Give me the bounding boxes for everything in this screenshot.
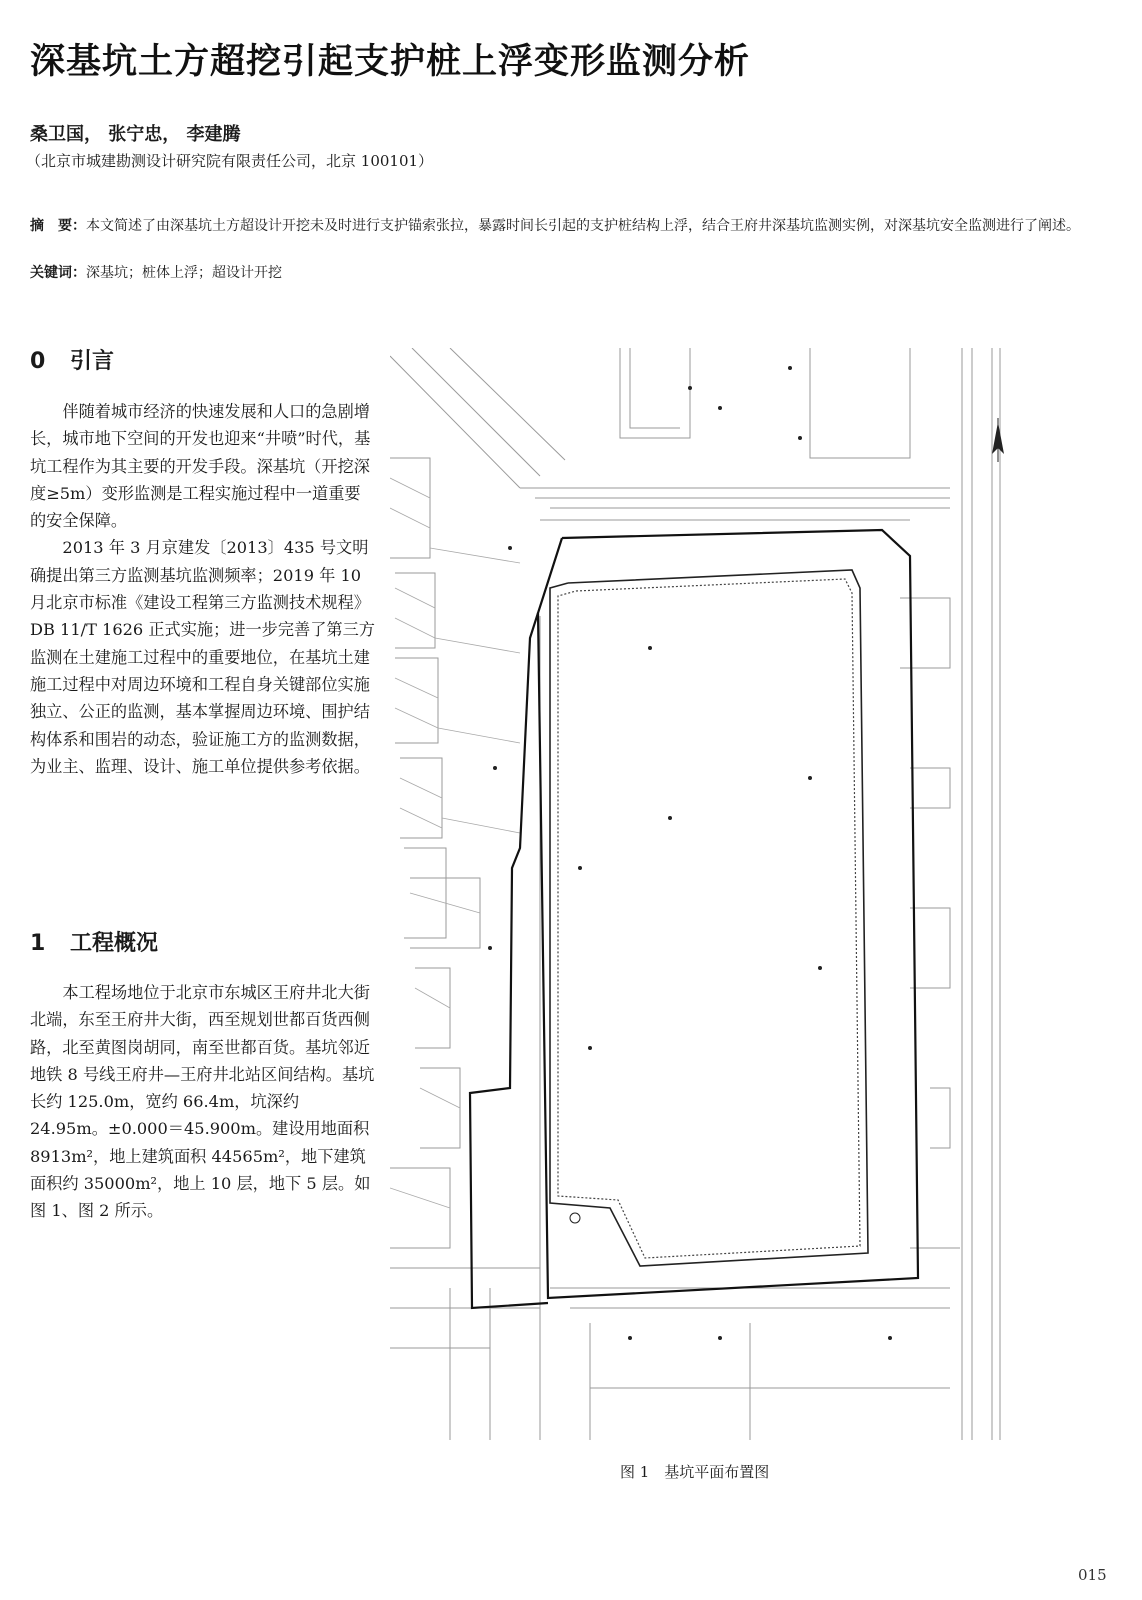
keywords-label: 关键词： (30, 265, 86, 281)
paragraph: 2013 年 3 月京建发〔2013〕435 号文明确提出第三方监测基坑监测频率；2019 年 10 月北京市标准《建设工程第三方监测技术规程》DB 11/T 1626 正式实施；进一步完善了第三方监测在土建施工过程中的重要地位，在基坑土建施工过程中对周边环境和工程自身关键部位实施独立、公正的监测，基本掌握周边环境、围护结构体系和围岩的动态，验证施工方的监测数据，为业主、监理、设计、施工单位提供参考依据。 (30, 538, 375, 776)
abstract-text: 本文简述了由深基坑土方超设计开挖未及时进行支护锚索张拉，暴露时间长引起的支护桩结构上浮，结合王府井深基坑监测实例，对深基坑安全监测进行了阐述。 (86, 218, 1080, 234)
figure-caption: 图 1 基坑平面布置图 (620, 1463, 770, 1481)
section-heading-introduction (30, 344, 114, 375)
keywords (30, 262, 282, 282)
abstract (30, 214, 1090, 238)
abstract-label: 摘 要： (30, 218, 86, 234)
paragraph: 伴随着城市经济的快速发展和人口的急剧增长，城市地下空间的开发也迎来“井喷”时代，基坑工程作为其主要的开发手段。深基坑（开挖深度≥5m）变形监测是工程实施过程中一道重要的安全保障。 (30, 402, 371, 531)
paragraph: 本工程场地位于北京市东城区王府井北大街北端，东至王府井大街，西至规划世都百货西侧路，北至黄图岗胡同，南至世都百货。基坑邻近地铁 8 号线王府井—王府井北站区间结构。基坑长约 125.0m，宽约 66.4m，坑深约 24.95m。±0.000＝45.900m。建设用地面积 8913m²，地上建筑面积 44565m²，地下建筑面积约 35000m²，地上 10 层，地下 5 层。如图 1、图 2 所示。 (30, 983, 375, 1221)
section-title: 工程概况 (70, 931, 159, 956)
section-body-introduction (30, 398, 376, 780)
section-number: 0 (30, 349, 46, 374)
section-title: 引言 (70, 349, 115, 374)
author-affiliation: （北京市城建勘测设计研究院有限责任公司，北京 100101） (26, 152, 434, 170)
site-plan-drawing (390, 348, 1038, 1440)
section-body-project-overview (30, 979, 376, 1225)
section-heading-project-overview (30, 926, 158, 957)
section-number: 1 (30, 931, 46, 956)
paper-title: 深基坑土方超挖引起支护桩上浮变形监测分析 (30, 42, 751, 82)
site-plan-figure (390, 348, 1038, 1440)
page-number: 015 (1078, 1566, 1107, 1584)
keywords-text: 深基坑；桩体上浮；超设计开挖 (86, 265, 282, 281)
author-list: 桑卫国， 张宁忠， 李建腾 (30, 124, 241, 145)
